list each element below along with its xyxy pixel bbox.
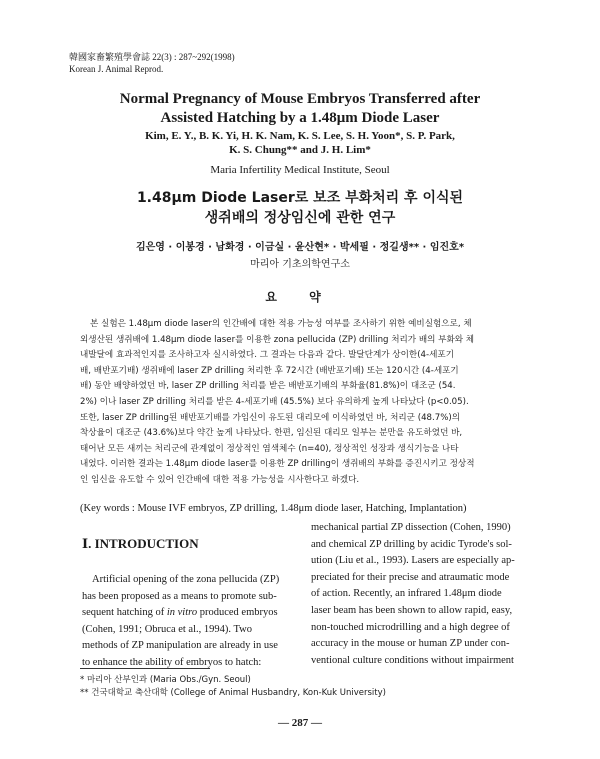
abstract-line: 배) 동안 배양하였던 바, laser ZP drilling 처리를 받은 배반포기배의 부화율(81.8%)이 대조군 (54. — [80, 381, 456, 392]
intro-right-column — [311, 520, 515, 669]
intro-line: accuracy in the mouse or human ZP under con- — [311, 638, 510, 650]
intro-text: sequent hatching of — [82, 607, 167, 619]
abstract-line: 내었다. 이러한 결과는 1.48μm diode laser를 이용한 ZP drilling이 생쥐배의 부화를 증진시키고 정상적 — [80, 459, 475, 470]
abstract-body — [80, 317, 524, 489]
intro-line: mechanical partial ZP dissection (Cohen, 1990) — [311, 522, 511, 533]
abstract-line: 외생산된 생쥐배에 1.48μm diode laser를 이용한 zona pellucida (ZP) drilling 처리가 배의 부화와 체 — [80, 334, 475, 345]
intro-line: laser beam has been shown to allow rapid, easy, — [311, 604, 513, 616]
intro-line: Artificial opening of the zona pellucida (ZP) — [92, 574, 280, 585]
intro-line — [82, 605, 287, 622]
abstract-line: 2%) 이나 laser ZP drilling 처리를 받은 4-세포기배 (45.5%) 보다 유의하게 높게 나타났다 (p<0.05). — [80, 396, 469, 407]
institution-korean: 마리아 기초의학연구소 — [250, 259, 350, 270]
journal-citation — [69, 51, 235, 75]
abstract-line: 태어난 모든 새끼는 처리군에 관계없이 정상적인 염색체수 (n=40), 정상적인 성장과 생식기능을 나타 — [80, 443, 459, 454]
title-ko-line-2: 생쥐배의 정상임신에 관한 연구 — [204, 210, 396, 226]
intro-line: methods of ZP manipulation are already in use — [82, 640, 278, 652]
authors-en-line-2: K. S. Chung** and J. H. Lim* — [229, 144, 371, 156]
section-heading-introduction: Ⅰ. INTRODUCTION — [82, 536, 199, 551]
page-number: — 287 — — [278, 717, 322, 729]
title-en-line-1: Normal Pregnancy of Mouse Embryos Transferred after — [119, 91, 481, 107]
paper-title-korean — [0, 188, 600, 228]
intro-text: produced embryos — [197, 607, 278, 619]
abstract-line: 착상율이 대조군 (43.6%)보다 약간 높게 나타났다. 한편, 임신된 대리모 일부는 분만을 유도하였던 바, — [80, 428, 463, 439]
intro-left-column — [82, 572, 287, 672]
intro-line: (Cohen, 1991; Obruca et al., 1994). Two — [82, 623, 252, 635]
title-ko-line-1: 1.48μm Diode Laser로 보조 부화처리 후 이식된 — [136, 190, 464, 206]
intro-line: of action. Recently, an infrared 1.48μm diode — [311, 588, 502, 600]
journal-line-english: Korean J. Animal Reprod. — [69, 64, 164, 74]
authors-en-line-1: Kim, E. Y., B. K. Yi, H. K. Nam, K. S. Lee, S. H. Yoon*, S. P. Park, — [145, 130, 455, 142]
intro-line: ventional culture conditions without impairment — [311, 654, 514, 666]
intro-line: to enhance the ability of embryos to hatch: — [82, 656, 262, 668]
footnote-divider — [80, 668, 210, 669]
intro-line: preciated for their precise and atraumatic mode — [311, 571, 510, 583]
authors-korean: 김은영 · 이봉경 · 남화경 · 이금실 · 윤산현* · 박세필 · 정길생** · 임진호* — [135, 242, 465, 253]
keywords: (Key words : Mouse IVF embryos, ZP drilling, 1.48μm diode laser, Hatching, Implantation) — [80, 503, 467, 514]
footnote-1: * 마리아 산부인과 (Maria Obs./Gyn. Seoul) — [80, 675, 251, 685]
abstract-line: 또한, laser ZP drilling된 배반포기배를 가임신이 유도된 대리모에 이식하였던 바, 처리군 (48.7%)의 — [80, 412, 461, 423]
intro-line: non-touched microdrilling and a high degree of — [311, 621, 510, 633]
abstract-line: 내발달에 효과적인지를 조사하고자 실시하였다. 그 결과는 다음과 같다. 발달단계가 상이한(4-세포기 — [80, 350, 455, 361]
journal-line-korean: 韓國家畜繁殖學會誌 22(3) : 287~292(1998) — [69, 52, 235, 62]
intro-italic-text: in vitro — [166, 607, 198, 619]
institution-english: Maria Infertility Medical Institute, Seoul — [210, 164, 390, 176]
abstract-line: 인 임신을 유도할 수 있어 인간배에 대한 적용 가능성을 시사한다고 하겠다. — [80, 474, 360, 485]
paper-title-english — [0, 90, 600, 128]
footnote-2: ** 건국대학교 축산대학 (College of Animal Husbandry, Kon-Kuk University) — [80, 688, 386, 698]
abstract-line: 본 실험은 1.48μm diode laser의 인간배에 대한 적용 가능성 여부를 조사하기 위한 예비실험으로, 체 — [90, 319, 472, 329]
abstract-line: 배, 배반포기배) 생쥐배에 laser ZP drilling 처리한 후 72시간 (배반포기배) 또는 120시간 (4-세포기 — [80, 365, 459, 376]
intro-line: ution (Liu et al., 1993). Lasers are especially ap- — [311, 555, 515, 567]
intro-line: and chemical ZP drilling by acidic Tyrode's sol- — [311, 538, 512, 550]
authors-english — [0, 129, 600, 157]
abstract-heading: 요 약 — [265, 290, 335, 304]
title-en-line-2: Assisted Hatching by a 1.48μm Diode Laser — [160, 110, 440, 126]
intro-line: has been proposed as a means to promote sub- — [82, 590, 277, 602]
